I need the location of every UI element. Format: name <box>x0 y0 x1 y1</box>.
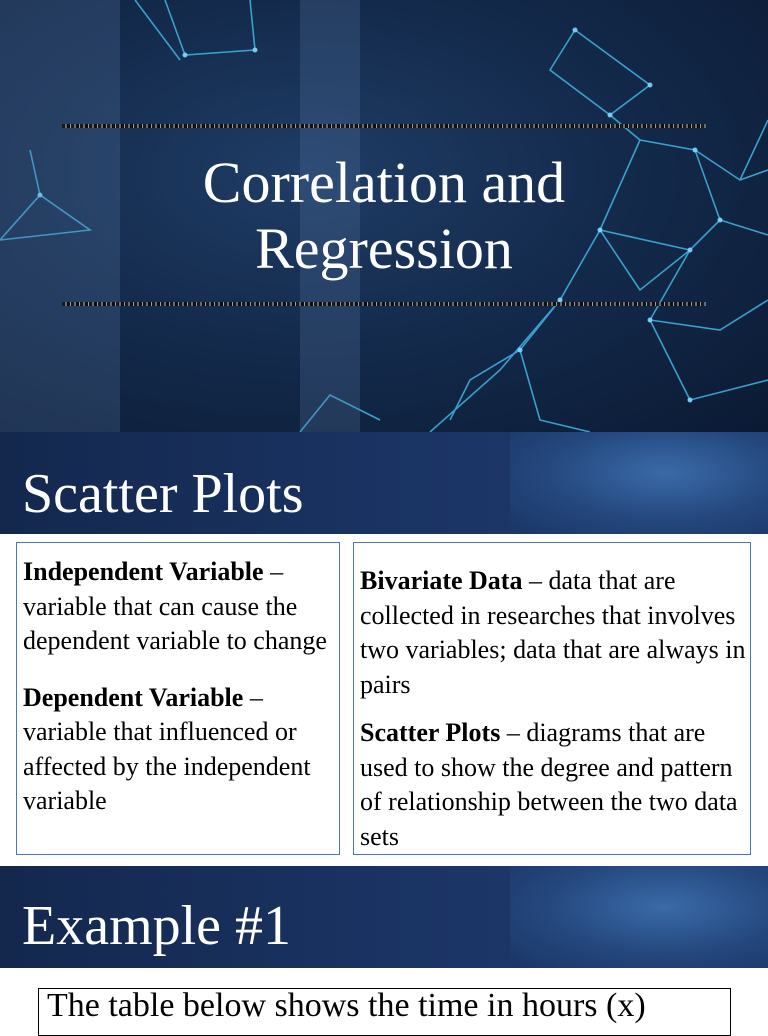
example-header <box>0 866 768 968</box>
definition-text: – variable that can cause the dependent variable to change <box>23 557 327 655</box>
definition-text: – diagrams that are used to show the degree and pattern of relationship between the two data sets <box>360 718 738 851</box>
title-divider-bottom <box>62 302 706 306</box>
independent-variable-definition <box>23 555 339 659</box>
page-title <box>0 150 768 282</box>
title-line-2: Regression <box>255 216 513 281</box>
scatter-plots-content <box>0 534 768 866</box>
bivariate-data-definition <box>360 564 750 702</box>
dependent-variable-definition <box>23 681 339 819</box>
term-dependent-variable: Dependent Variable <box>23 682 244 712</box>
title-slide <box>0 0 768 432</box>
scatter-plots-definition <box>360 716 750 854</box>
section-heading: Scatter Plots <box>22 463 304 525</box>
example-intro-text: The table below shows the time in hours (x) <box>38 988 731 1036</box>
title-divider-top <box>62 124 706 128</box>
data-definition-box <box>353 542 751 855</box>
term-scatter-plots: Scatter Plots <box>360 718 501 747</box>
example-content <box>0 968 768 1024</box>
header-accent <box>510 432 768 534</box>
term-bivariate-data: Bivariate Data <box>360 566 523 595</box>
variables-definition-box <box>16 542 340 855</box>
header-accent <box>510 866 768 968</box>
term-independent-variable: Independent Variable <box>23 557 264 586</box>
section-heading: Example #1 <box>22 895 292 957</box>
definition-text: – data that are collected in researches that involves two variables; data that are always in pairs <box>360 566 746 699</box>
title-line-1: Correlation and <box>202 150 566 215</box>
definition-text: – variable that influenced or affected by the independent variable <box>23 682 311 815</box>
scatter-plots-header <box>0 432 768 534</box>
